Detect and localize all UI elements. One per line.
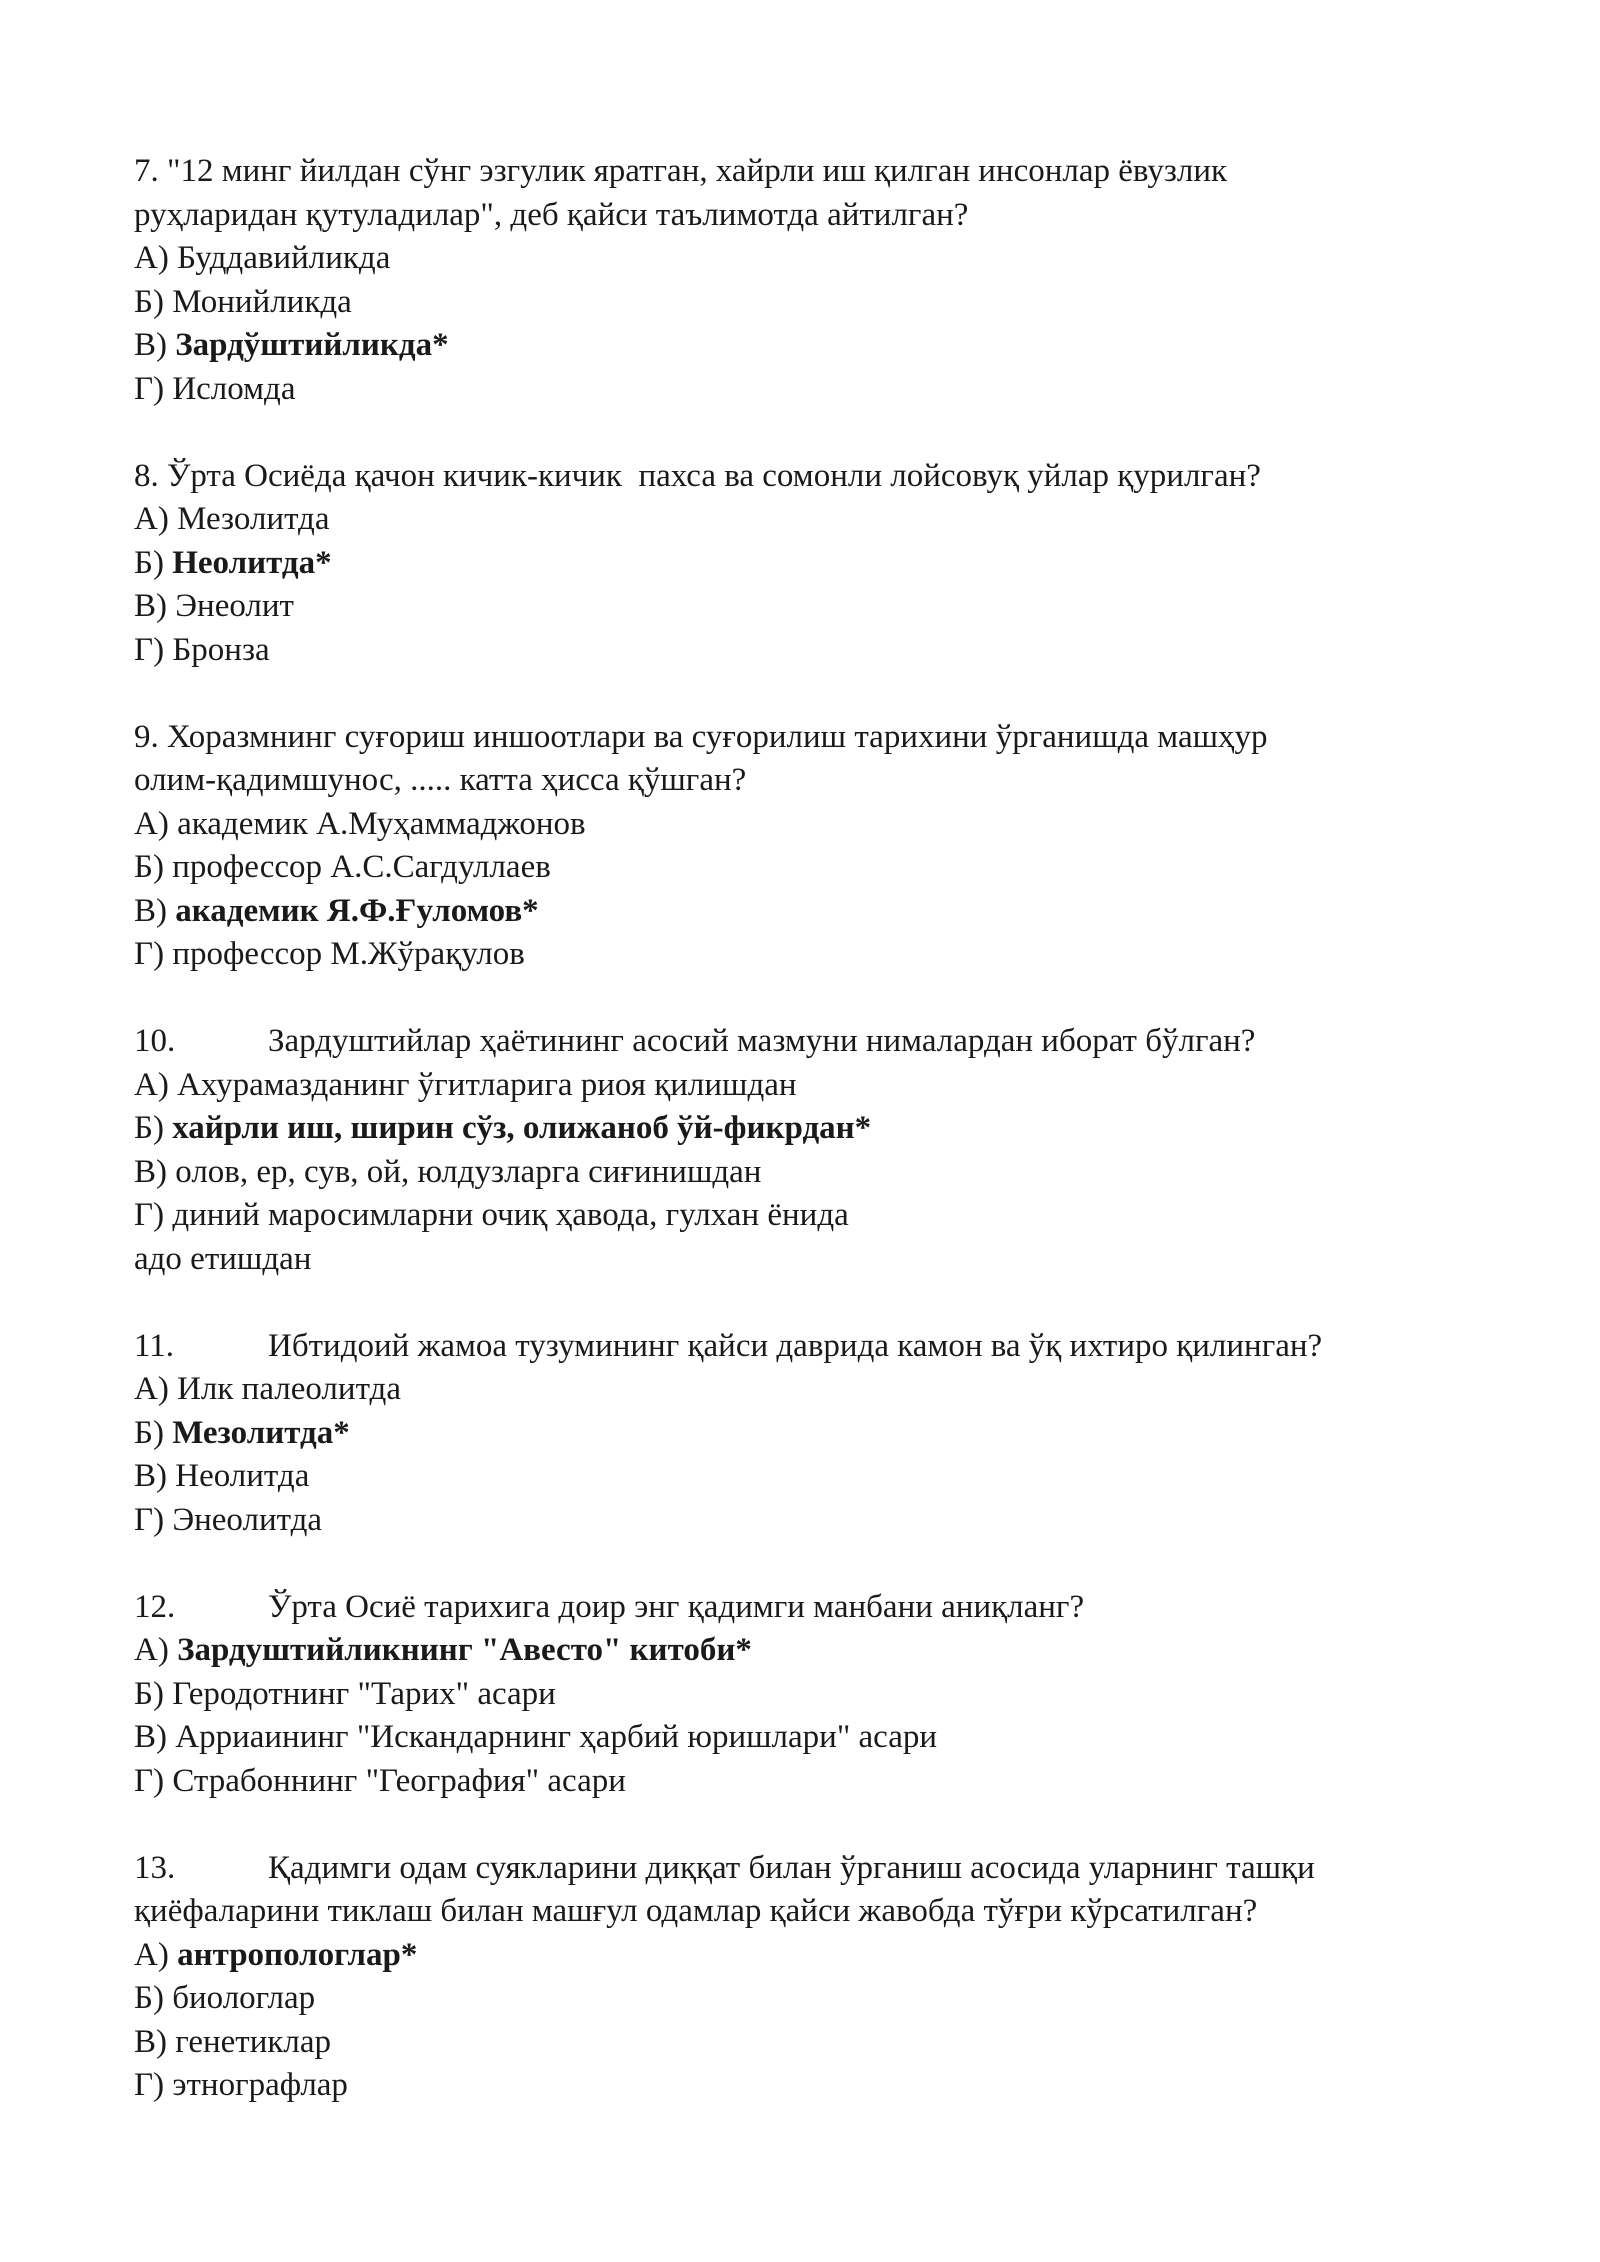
question-text-line (134, 455, 1514, 499)
question-text: Ўрта Осиё тарихига доир энг қадимги манбани аниқланг? (268, 1588, 1085, 1625)
option-prefix: Г) (134, 1762, 173, 1799)
question-number: 7. (134, 153, 159, 189)
option-text: Страбоннинг "География" асари (172, 1762, 626, 1799)
option-prefix: A) (134, 805, 178, 842)
option-prefix: В) (134, 1153, 176, 1190)
question-text-line (134, 1890, 1514, 1934)
option-prefix: Г) (134, 2067, 173, 2103)
option-prefix: Б) (134, 283, 173, 320)
answer-option (134, 2064, 1514, 2108)
option-text: профессор М.Жўрақулов (172, 936, 525, 972)
answer-option (134, 1151, 1514, 1195)
answer-option-correct (134, 1107, 1514, 1151)
answer-option-correct (134, 542, 1514, 586)
option-prefix: Б) (134, 849, 173, 885)
option-text: Зардуштийликнинг "Авесто" китоби* (177, 1632, 752, 1668)
question-text: Зардуштийлар ҳаётининг асосий мазмуни нималардан иборат бўлган? (268, 1023, 1256, 1059)
option-text: Монийликда (172, 283, 352, 320)
option-text: академик Я.Ф.Ғуломов* (175, 892, 539, 929)
question-10 (134, 1020, 1514, 1281)
option-prefix: В) (134, 2023, 176, 2060)
option-prefix: Г) (134, 1197, 173, 1233)
question-12 (134, 1586, 1514, 1804)
question-number: 11. (134, 1327, 175, 1364)
option-prefix: Б) (134, 1414, 173, 1451)
option-text: Неолитда* (172, 544, 332, 581)
option-prefix: Б) (134, 1110, 173, 1146)
question-text: Ибтидоий жамоа тузумининг қайси даврида камон ва ўқ ихтиро қилинган? (268, 1327, 1323, 1364)
option-text: диний маросимларни очиқ ҳавода, гулхан ёнида адо етишдан (134, 1197, 849, 1277)
question-text: Қадимги одам суякларини диққат билан ўрганиш асосида уларнинг ташқи (268, 1849, 1315, 1886)
answer-option (134, 1673, 1514, 1717)
option-prefix: A) (134, 1371, 178, 1407)
option-prefix: Г) (134, 936, 173, 972)
question-number: 13. (134, 1849, 176, 1886)
answer-option (134, 1716, 1514, 1760)
option-text: этнографлар (172, 2067, 348, 2103)
option-prefix: Г) (134, 1501, 173, 1538)
question-text-line (134, 759, 1514, 803)
question-number: 9. (134, 718, 159, 755)
question-text-line (134, 1020, 1514, 1064)
option-text: хайрли иш, ширин сўз, олижаноб ўй-фикрдан* (172, 1110, 872, 1146)
answer-option (134, 237, 1514, 281)
question-number: 12. (134, 1588, 176, 1625)
option-prefix: Г) (134, 370, 173, 407)
answer-option (134, 1977, 1514, 2021)
answer-option (134, 585, 1514, 629)
answer-option (134, 1499, 1514, 1543)
option-prefix: В) (134, 1458, 176, 1494)
answer-option (134, 1368, 1514, 1412)
option-prefix: В) (134, 327, 176, 363)
answer-option (134, 1064, 1514, 1108)
option-text: Буддавийликда (177, 240, 391, 276)
option-text: биологлар (172, 1980, 316, 2016)
question-text-line (134, 1586, 1514, 1630)
document-page (134, 150, 1514, 2151)
question-text: олим-қадимшунос, ..... катта ҳисса қўшган? (134, 762, 747, 798)
question-text-line (134, 716, 1514, 760)
question-text: "12 минг йилдан сўнг эзгулик яратган, хайрли иш қилган инсонлар ёвузлик (167, 153, 1228, 189)
answer-option-correct (134, 1934, 1514, 1978)
answer-option (134, 1760, 1514, 1804)
question-text: руҳларидан қутуладилар", деб қайси таълимотда айтилган? (134, 196, 969, 233)
option-prefix: Б) (134, 544, 173, 581)
option-text: Бронза (172, 631, 270, 668)
option-text: Геродотнинг "Тарих" асари (172, 1675, 556, 1712)
answer-option-correct (134, 1629, 1514, 1673)
answer-option (134, 933, 1514, 977)
question-11 (134, 1325, 1514, 1543)
option-text: Энеолит (175, 588, 294, 624)
answer-option (134, 281, 1514, 325)
option-text: Мезолитда* (172, 1414, 350, 1451)
answer-option-correct (134, 1412, 1514, 1456)
option-prefix: В) (134, 892, 176, 929)
option-prefix: A) (134, 1632, 178, 1668)
option-prefix: В) (134, 588, 176, 624)
question-text-line (134, 1847, 1514, 1891)
option-prefix: Б) (134, 1675, 173, 1712)
answer-option (134, 846, 1514, 890)
question-7 (134, 150, 1514, 411)
answer-option (134, 1455, 1514, 1499)
answer-option (134, 629, 1514, 673)
option-text: академик А.Муҳаммаджонов (177, 805, 586, 842)
option-prefix: A) (134, 1936, 178, 1973)
option-prefix: Г) (134, 631, 173, 668)
answer-option-correct (134, 324, 1514, 368)
option-text: генетиклар (175, 2023, 332, 2060)
option-text: олов, ер, сув, ой, юлдузларга сиғинишдан (175, 1153, 762, 1190)
option-text: Зардўштийликда* (175, 327, 449, 363)
answer-option (134, 498, 1514, 542)
question-text: Хоразмнинг суғориш иншоотлари ва суғорилиш тарихини ўрганишда машҳур (167, 718, 1268, 755)
question-text: қиёфаларини тиклаш билан машғул одамлар қайси жавобда тўғри кўрсатилган? (134, 1893, 1258, 1929)
option-text: антропологлар* (177, 1936, 418, 1973)
option-text: Ахурамазданинг ўгитларига риоя қилишдан (177, 1066, 797, 1103)
option-text: Исломда (172, 370, 296, 407)
question-text-line (134, 150, 1514, 194)
question-13 (134, 1847, 1514, 2108)
question-9 (134, 716, 1514, 977)
question-text-line (134, 1325, 1514, 1369)
question-number: 8. (134, 457, 159, 494)
answer-option (134, 1194, 1514, 1281)
option-text: Илк палеолитда (177, 1371, 401, 1407)
option-text: Неолитда (175, 1458, 310, 1494)
option-prefix: A) (134, 501, 178, 537)
option-text: Мезолитда (177, 501, 330, 537)
option-text: профессор А.С.Сагдуллаев (172, 849, 551, 885)
answer-option (134, 2021, 1514, 2065)
question-number: 10. (134, 1023, 176, 1059)
answer-option (134, 368, 1514, 412)
answer-option-correct (134, 890, 1514, 934)
option-text: Энеолитда (172, 1501, 323, 1538)
option-prefix: Б) (134, 1980, 173, 2016)
question-text-line (134, 194, 1514, 238)
answer-option (134, 803, 1514, 847)
option-text: Арриаининг "Искандарнинг ҳарбий юришлари" асари (175, 1719, 938, 1755)
option-prefix: A) (134, 1066, 178, 1103)
option-prefix: В) (134, 1719, 176, 1755)
option-prefix: A) (134, 240, 178, 276)
question-8 (134, 455, 1514, 673)
question-text: Ўрта Осиёда қачон кичик-кичик пахса ва сомонли лойсовуқ уйлар қурилган? (167, 457, 1261, 494)
